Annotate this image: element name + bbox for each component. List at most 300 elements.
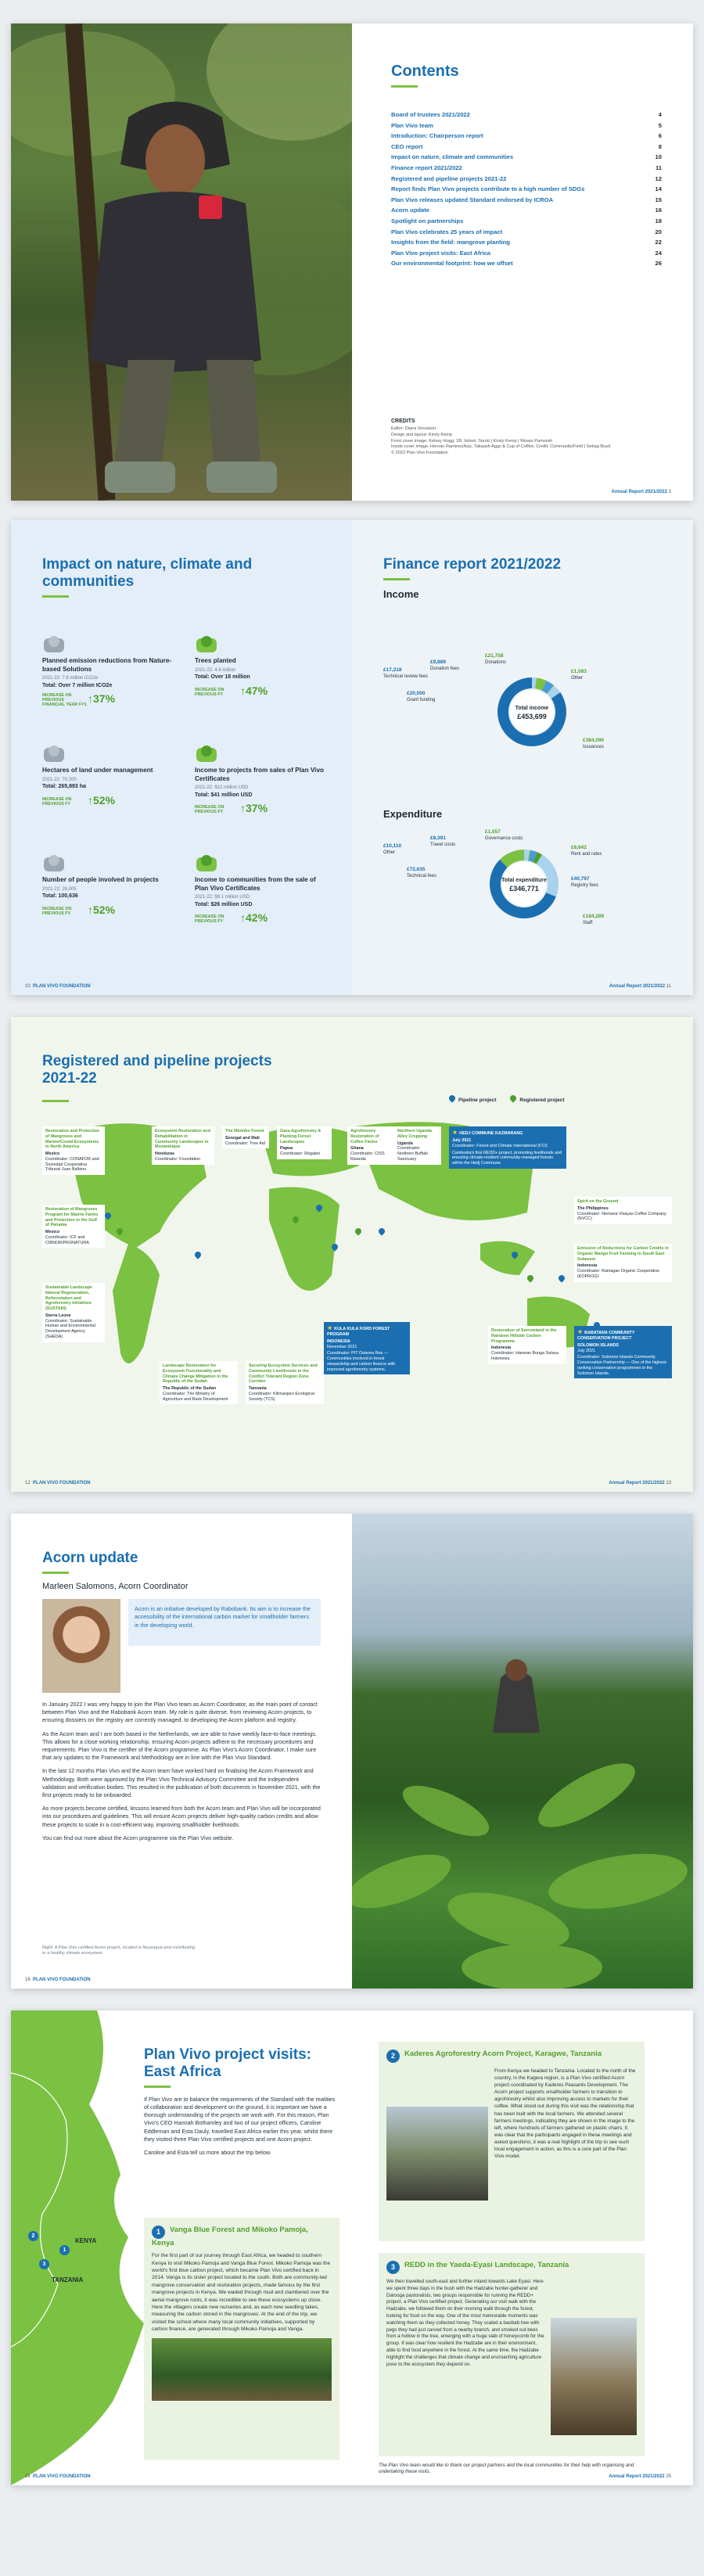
impact-stat [42,853,175,917]
project-location: SOLOMON ISLANDS [577,1342,620,1348]
toc-item[interactable] [391,227,662,238]
donut-category-label: Governance costs [485,836,523,841]
increase-label: INCREASE ON PREVIOUS FY [42,796,72,807]
footer-label: PLAN VIVO FOUNDATION [33,984,91,989]
impact-stat [42,634,175,708]
project-2-row [386,2068,637,2201]
project-coordinator: Coordinator: Foundation [155,1156,201,1162]
project-box[interactable] [488,1326,566,1364]
up-arrow-icon: ↑ [88,793,93,807]
toc-item-page: 11 [655,163,662,171]
project-3-row [386,2279,637,2435]
finance-title: Finance report 2021/2022 [383,556,562,573]
donut-value-label: £8,391 [430,835,446,841]
donut-category-label: Grant funding [407,698,436,702]
acorn-body [42,1701,321,1842]
project-location: Tanzania [249,1386,267,1391]
donut-value-label: £40,797 [571,876,590,882]
page-number-left: 24 [25,2474,31,2479]
stat-total: Total: Over 7 million tCO2e [42,683,113,689]
footer-left-label: PLAN VIVO FOUNDATION [33,1481,91,1486]
coffee-plants-photo [352,1514,693,1989]
footer-right [609,1481,671,1486]
toc-item-label: CEO report [391,142,423,150]
toc-item[interactable] [391,142,662,153]
project-name: Emission of Reductions for Carbon Credits in Organic Mango Fruit Farming in South East Sulawesi [577,1246,669,1262]
spread-impact-finance [11,520,693,995]
map-marker-2: 2 [28,2231,38,2241]
donut-total-label: Total expenditure [501,878,547,883]
project-box[interactable] [222,1126,269,1148]
impact-stat [42,743,175,807]
toc-item[interactable] [391,195,662,206]
toc-item-label: Our environmental footprint: how we offset [391,260,513,268]
project-1-title-text: Vanga Blue Forest and Mikoko Pamoja, Kenya [152,2226,308,2247]
stat-increase [42,692,175,708]
byline: Marleen Salomons, Acorn Coordinator [42,1581,189,1591]
project-location: Mexico [45,1230,60,1234]
donut-category-label: Registry fees [571,883,599,888]
toc-item[interactable] [391,237,662,248]
toc-item-page: 24 [655,249,662,257]
project-name: KULA KULA FORD FOREST PROGRAM [327,1327,390,1337]
increase-label: INCREASE ON PREVIOUS FY [195,687,224,697]
project-box[interactable] [394,1126,441,1165]
project-name: Northern Uganda Alley Cropping [397,1129,433,1139]
stat-title: Income to communities from the sale of Plan Vivo Certificates [195,876,316,892]
footer [612,490,671,494]
credits [391,419,657,457]
toc-item-page: 20 [655,228,662,235]
project-box[interactable] [574,1197,672,1224]
stat-increase [42,793,175,807]
title-rule [144,2086,171,2088]
people-icon [42,853,66,873]
stat-increase [195,684,328,698]
project-1-number: 1 [152,2226,165,2239]
toc-item-page: 18 [655,217,662,225]
star-icon: ★ [327,1324,333,1331]
contents-page [352,23,693,501]
acorn-page [11,1514,352,1989]
toc-item[interactable] [391,216,662,227]
donut-category-label: Other [571,676,584,681]
project-name: Restoration and Protection of Mangroves and Marine/Costal Ecosystems in North America [45,1129,100,1150]
impact-page [11,520,352,995]
toc-item-label: Plan Vivo celebrates 25 years of impact [391,228,503,235]
project-1-photo [152,2338,332,2401]
intro-row [42,1599,321,1693]
project-box-1 [144,2218,339,2460]
donut-center [502,862,546,906]
project-coordinator: Coordinator: Tree Aid [225,1141,265,1146]
page-number: 10 [25,984,31,989]
project-box[interactable] [246,1361,324,1404]
toc-item-label: Impact on nature, climate and communities [391,153,514,161]
project-3-title-text: REDD in the Yaeda-Eyasi Landscape, Tanzania [404,2261,569,2269]
increase-percent: 37% [246,802,268,815]
map-marker-1: 1 [59,2245,70,2255]
tree-sapling-icon [195,634,218,654]
donut-category-label: Donation fees [430,666,460,671]
donut-value-label: £21,758 [485,653,504,659]
project-date: Coordinator: Forest and Climate International (FCI) [452,1143,548,1148]
photo-caption: Right: A Plan Vivo certified Acorn project, located in Nicaragua and contributing to a healthy climate ecosystem. [42,1945,196,1956]
impact-title: Impact on nature, climate and communities [42,556,253,590]
legend-registered-label: Registered project [519,1098,565,1103]
page-number: 3 [668,490,671,494]
toc-item[interactable] [391,110,662,120]
credit-line: Inside cover image: Hernan Ramirez/Aziz, Takaash Aggs & Cup of Coffee; Credit: Community/Field | Sebag Boyd [391,444,611,450]
donut-value-label: £8,642 [571,845,587,850]
project-box[interactable] [42,1126,105,1175]
toc-item[interactable] [391,163,662,174]
footer [25,984,91,989]
project-2-photo [386,2107,488,2201]
stat-total: Total: $26 million USD [195,902,253,908]
stat-period: 2021-22: 4.6 million [195,667,236,673]
stat-total: Total: 100,636 [42,893,78,900]
toc-list [391,110,662,269]
toc-item-page: 10 [655,153,662,161]
page-number: 11 [666,984,671,989]
credits-lines [391,426,657,457]
stat-period: 2021-22: 7.8 million tCO2e [42,676,99,681]
donut-value-label: £1,083 [571,669,587,674]
increase-percent: 52% [93,903,116,916]
donut-category-label: Issuances [583,745,605,749]
project-coordinator: Coordinator: Rainagan Organic Cooperative (KOPROG) [577,1269,660,1279]
footer-right-label: Annual Report 2021/2022 [609,1481,665,1486]
title-rule [42,1572,69,1574]
star-icon: ★ [577,1328,584,1335]
project-coordinator: Coordinator: Sustainable Human and Environmental Development Agency (SHEDA) [45,1318,95,1339]
featured-project-box[interactable] [574,1326,672,1378]
project-1-text: For the first part of our journey through East Africa, we headed to southern Kenya to visit Mikoko Pamoja and Vanga Blue Forest. Mikoko Pamoja was the world's first blue carbon project, which became Plan Vivo certified back in 2014. Vanga is its sister project located to the south. Both are community-led mangrove conservation and restoration projects, made famous by the first mangrove projects in Kenya. We waded through mud and clambered over the aerial mangrove roots, it was incredible to see these ecosystems up close. Here the villagers create new nurseries and, as each new seedling takes, measuring the carbon stored in the mangroves. At the end of the trip, we visited the school where many local community initiatives, supported by carbon finance, are generated through Mikoko Pamoja and Vanga. [152,2253,331,2332]
expenditure-donut-chart [383,825,662,966]
page-number-right: 25 [666,2474,671,2479]
project-name: Sustainable Landscape Natural Regeneration, Reforestation and Agroforestry Initiatives (SUSTAIN) [45,1285,92,1311]
village-income-icon [195,853,218,873]
donut-category-label: Rent and rates [571,852,602,857]
donut-value-label: £184,289 [583,914,605,919]
farmer-illustration [11,23,352,501]
toc-item-label: Acorn update [391,207,429,214]
project-location: The Philippines [577,1205,609,1211]
stat-title: Hectares of land under management [42,767,153,774]
increase-percent: 37% [93,692,116,706]
project-location: Ghana [350,1146,364,1151]
toc-item[interactable] [391,174,662,185]
project-3-number: 3 [386,2261,400,2274]
stat-period: 2021-22: 70,200 [42,777,77,782]
increase-label: INCREASE ON PREVIOUS FY [195,805,224,815]
credit-line: Editor: Diana Vorsatzer [391,426,436,431]
up-arrow-icon: ↑ [240,684,246,697]
project-coordinator: Coordinator: The Ministry of Agriculture and Bank Development [163,1391,228,1402]
increase-percent: 47% [246,684,268,697]
map-label-kenya: KENYA [75,2237,97,2244]
spread-registered-projects [11,1017,693,1492]
toc-item[interactable] [391,184,662,195]
impact-stat [195,743,328,815]
impact-stat [195,634,328,698]
toc-item-label: Introduction: Chairperson report [391,132,483,140]
stat-increase [195,911,328,925]
portrait-photo [42,1599,120,1693]
project-name: Ecosystem Restoration and Rehabilitation in Community Landscapes in Mozambique [155,1129,210,1150]
toc-item-label: Plan Vivo team [391,121,433,129]
footer-right [609,2474,671,2479]
increase-percent: 42% [246,911,268,925]
project-coordinator: Coordinator: CISS Rwanda [350,1151,385,1162]
toc-item-page: 14 [655,185,662,193]
toc-item[interactable] [391,131,662,142]
project-box[interactable] [277,1126,332,1159]
donut-total-value: £453,699 [517,713,547,720]
project-coordinator: Coordinator: Regalen [280,1151,321,1156]
star-icon: ★ [452,1129,458,1136]
toc-item-label: Board of trustees 2021/2022 [391,111,470,118]
project-location: July 2021 [452,1138,472,1143]
acorn-title: Acorn update [42,1550,138,1566]
project-location: Senegal and Mali [225,1135,260,1141]
body-paragraph: As more projects become certified, lessons learned from both the Acorn team and Plan Vivo will be incorporated into our procedures and guidelines. This will ensure Acorn projects deliver high-quality carbon credits and allow these projects to scale in a cost-efficient way, improving smallholder livelihoods. [42,1805,321,1828]
toc-item-page: 16 [655,207,662,214]
project-coordinator: Coordinator: Hanwan Bunga Selasa Indonesia [491,1351,559,1361]
spread-acorn [11,1514,693,1989]
project-1-title [152,2226,332,2247]
project-name: Landscape Restoration for Ecosystem Functionality and Climate Change Mitigation in the Republic of the Sudan [163,1363,228,1385]
map-marker-3: 3 [39,2259,49,2269]
project-box-2 [379,2042,645,2241]
body-paragraph: As the Acorn team and I are both based in the Netherlands, we are able to have weekly face-to-face meetings. This allows for a close working relationship, ensuring Acorn projects adhere to the necessary procedures and requirements. Plan Vivo is the certifier of the Acorn programme. As Plan Vivo's Acorn Coordinator, I make sure that any updates to the Framework and Methodology are in line with the Plan Vivo Standard. [42,1730,317,1762]
project-coordinator: Coordinator: Kilimanjaro Ecological Society (TCS) [249,1391,314,1402]
intro-box: Acorn is an initiative developed by Rabobank. Its aim is to increase the accessibility of the international carbon market for smallholder farmers in the developing world. [128,1599,321,1646]
impact-stat [195,853,328,925]
page-number-left: 12 [25,1481,31,1486]
donut-category-label: Donations [485,660,507,665]
project-name: BABATANA COMMUNITY CONSERVATION PROJECT [577,1331,635,1341]
project-box[interactable] [160,1361,238,1404]
east-africa-map [11,2010,152,2485]
finance-page [352,520,693,995]
income-heading: Income [383,587,419,600]
stat-total: Total: $41 million USD [195,792,253,799]
east-africa-title: Plan Vivo project visits: East Africa [144,2046,312,2080]
body-paragraph: In January 2022 I was very happy to join the Plan Vivo team as Acorn Coordinator, as the main point of contact between Plan Vivo and the Rabobank Acorn team. My role is quite diverse, from reviewing Acorn projects, to ensuring dossiers on the registry are correctly managed, to developing the Acorn platform and registry. [42,1700,318,1724]
toc-item[interactable] [391,205,662,216]
cloud-co2-icon [42,634,66,654]
increase-percent: 52% [93,793,116,807]
project-2-title-text: Kaderes Agroforestry Acorn Project, Karagwe, Tanzania [404,2050,602,2058]
project-name: Securing Ecosystem Services and Community Livelihoods in the Conflict Tolerant Region Zone Corridor [249,1363,318,1385]
closing-note: The Plan Vivo team would like to thank our project partners and the local communities for their help with organising and undertaking these visits. [379,2463,634,2475]
project-box[interactable] [42,1205,105,1248]
featured-project-box[interactable] [449,1126,566,1169]
donut-category-label: Technical review fees [383,674,429,679]
donut-value-label: £1,557 [485,829,501,835]
project-3-photo [551,2318,637,2435]
project-name: HEDJ COMMUNE KAZMARANG [459,1131,523,1136]
project-location: Indonesia [491,1345,512,1351]
project-2-title [386,2050,637,2063]
donut-center [510,690,554,734]
project-coordinator: Coordinator: ICF and CIBNOR/PRONATURA [45,1234,89,1245]
donut-value-label: £72,635 [407,867,426,872]
stat-total: Total: 265,893 ha [42,784,86,790]
map-label-tanzania: TANZANIA [52,2276,84,2283]
toc-item-label: Finance report 2021/2022 [391,163,462,171]
toc-item-page: 12 [655,174,662,182]
legend-pipeline-label: Pipeline project [458,1098,497,1103]
toc-item[interactable] [391,120,662,131]
toc-item-label: Report finds Plan Vivo projects contribute to a high number of SDGs [391,185,585,193]
project-location: The Republic of the Sudan [163,1386,216,1391]
project-name: Gaza Agroforestry & Planting Forest Landscapes [280,1129,321,1144]
footer-left-label: PLAN VIVO FOUNDATION [33,2474,91,2479]
project-name: Restoration of Mangroves Program for Marine Farms and Protection in the Gulf of Panama [45,1207,99,1228]
donut-value-label: £17,218 [383,667,402,673]
toc-item-page: 8 [658,142,662,150]
toc-item-label: Registered and pipeline projects 2021-22 [391,174,507,182]
donut-total-label: Total income [515,706,549,711]
stat-increase [42,903,175,917]
credit-line: Front cover image: Kelsey Hogg; 1B: Velvet, Soroti | Kirsty Kemp | Moses Pamorah [391,438,552,444]
project-location: INDONESIA [327,1338,350,1344]
title-rule [391,85,418,88]
donut-value-label: £384,090 [583,738,605,743]
stat-title: Number of people involved in projects [42,876,159,883]
page-title: Contents [391,63,459,80]
footer-label: Annual Report 2021/2022 [611,490,667,494]
spread-east-africa [11,2010,693,2485]
toc-item-label: Spotlight on partnerships [391,217,464,225]
project-name: Restoration of Sorrowland in the Rainbow Hillside Carbon Programme [491,1328,557,1344]
stat-increase [195,801,328,815]
toc-item-page: 4 [658,111,662,118]
project-location: Uganda [397,1141,413,1146]
title-rule [42,595,69,598]
farmer-photo [11,23,352,501]
project-3-title [386,2261,637,2274]
credits-title: CREDITS [391,418,415,424]
project-box[interactable] [42,1283,105,1342]
body-paragraph: In the last 12 months Plan Vivo and the Acorn team have worked hard on finalising the Acorn Framework and Methodology. Both were approved by the Plan Vivo Technical Advisory Committee and the independent validation and verification bodies. This resulted in the publication of both documents in November 2021, with the first projects ready to be onboarded. [42,1767,321,1799]
project-box[interactable] [152,1126,214,1165]
coffee-leaves-illustration [352,1514,693,1989]
project-description: Coordinator: Solomon Islands Community Conservation Partnership — One of the highest-ranking conservation programmes in the Solomon Islands. [577,1355,668,1376]
project-coordinator: Coordinator: Nemana Visayas Coffee Company (NVCC) [577,1211,666,1222]
project-2-text: From Kenya we headed to Tanzania. Located to the north of the country, in the Kagera region, is a Plan Vivo certified Acorn project coordinated by Kaderes Peasants Development. The Acorn project supports smallholder farmers to transition to agroforestry whilst also improving access to markets for their coffee. What stood out during this visit was the relationship that has been built with the local farmers. We attended several farmers meetings, indicating they are shown in the image to the left, where hundreds of farmers gathered on plastic chairs. It was clear that the participants engaged in these meetings and asked questions; it was a real highlight of the trip to see such local engagement in action, as this is a core part of the Plan Vivo model. [494,2068,636,2160]
project-location: Mexico [45,1151,60,1156]
project-box[interactable] [347,1126,394,1165]
up-arrow-icon: ↑ [240,802,246,815]
project-description: Cambodia's first REDD+ project, promoting livelihoods and ensuring climate-resilient community-managed forests within the Hedj Commune. [452,1150,562,1166]
donut-category-label: Staff [583,921,593,925]
footer [25,1978,91,1982]
income-donut-chart [383,649,662,790]
spread-contents [11,23,693,501]
toc-item-page: 15 [655,196,662,203]
increase-label: INCREASE ON PREVIOUS FY [42,906,72,916]
project-box[interactable] [574,1244,672,1282]
toc-item-page: 6 [658,132,662,140]
donut-value-label: £9,889 [430,659,446,665]
toc-item[interactable] [391,152,662,163]
expenditure-heading: Expenditure [383,808,443,820]
intro-paragraph-2: Caroline and Esta tell us more about the trip below. [144,2149,271,2156]
donut-category-label: Technical fees [407,874,437,878]
project-coordinator: Coordinator: Northern Buffalo Sanctuary [397,1146,429,1162]
project-name: The Miombo Forest [225,1129,264,1134]
increase-label: INCREASE ON PREVIOUS FINANCIAL YEAR FY1 [42,693,87,708]
footer-left [25,2474,91,2479]
project-box-3 [379,2253,645,2456]
donut-total-value: £346,771 [509,885,539,893]
stat-period: 2021-22: $12 million USD [195,785,249,791]
project-date: July 2021 [577,1348,596,1353]
project-location: Papua [280,1146,293,1151]
toc-item-page: 26 [655,260,662,268]
footer [609,984,671,989]
footer-left [25,1481,91,1486]
donut-value-label: £20,000 [407,691,426,696]
footer-label: Annual Report 2021/2022 [609,984,666,989]
stat-period: 2021-22: 26,005 [42,886,77,892]
project-location: Honduras [155,1151,175,1156]
project-date: November 2021 [327,1344,357,1349]
project-location: Indonesia [577,1263,598,1269]
donut-category-label: Other [383,850,396,855]
donut-value-label: £10,110 [383,843,402,849]
toc-item[interactable] [391,258,662,269]
featured-project-box[interactable] [324,1322,410,1374]
footer-label: PLAN VIVO FOUNDATION [33,1978,91,1982]
toc-item-label: Plan Vivo project visits: East Africa [391,249,491,257]
credit-line: © 2022 Plan Vivo Foundation [391,451,448,456]
project-name: Spirit on the Ground [577,1199,619,1204]
up-arrow-icon: ↑ [88,903,93,916]
project-name: Agroforestry Restoration of Coffee Farms [350,1129,379,1144]
intro-paragraph-1: If Plan Vivo are to balance the requirements of the Standard with the realities of collaboration and development on the ground, it is important we have a thorough understanding of the projects we work with. For this reason, Plan Vivo's CEO Hannah Bothamley and two of our project officers, Caroline Eddleman and Esta Dauly, travelled East Africa earlier this year, whilst there they visited three Plan Vivo certified projects and one Acorn project. [144,2095,336,2143]
toc-item-page: 22 [655,239,662,246]
project-coordinator: Coordinator: CONAFOR and Sociedad Cooperativa Tribunal Juan Balbino [45,1156,99,1173]
stat-title: Trees planted [195,657,236,664]
title-rule [383,578,410,580]
donut-category-label: Travel costs [430,842,456,847]
page-number-right: 13 [666,1481,671,1486]
page-number: 16 [25,1978,31,1982]
stat-period: 2021-22: $9.1 million USD [195,895,250,900]
project-2-number: 2 [386,2050,400,2063]
toc-item-page: 5 [658,121,662,129]
land-hectares-icon [42,743,66,763]
east-africa-left [144,2046,339,2162]
project-description: Coordinator: PIT Osterea Res — Communities involved in forest stewardship and carbon finance with improved agroforestry systems. [327,1351,396,1372]
toc-item-label: Plan Vivo releases updated Standard endorsed by ICROA [391,196,554,203]
banknotes-icon [195,743,218,763]
credit-line: Design and layout: Kirsty Kemp [391,432,453,437]
stat-title: Planned emission reductions from Nature-based Solutions [42,657,172,673]
body-paragraph: You can find out more about the Acorn programme via the Plan Vivo website. [42,1834,234,1841]
toc-item[interactable] [391,248,662,259]
up-arrow-icon: ↑ [88,692,93,706]
registered-title: Registered and pipeline projects 2021-22 [42,1053,272,1087]
project-location: Sierra Leone [45,1313,71,1318]
toc-item-label: Insights from the field: mangrove planting [391,239,510,246]
increase-label: INCREASE ON PREVIOUS FY [195,914,224,925]
